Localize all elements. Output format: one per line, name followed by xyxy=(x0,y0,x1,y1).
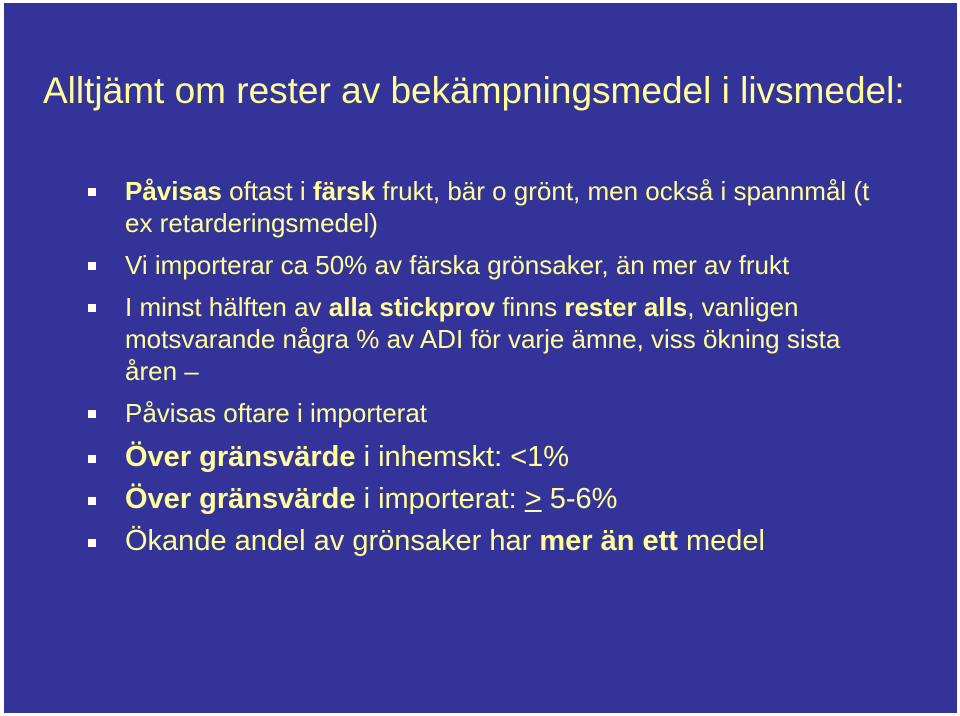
bullet-item xyxy=(88,523,888,559)
square-bullet-icon xyxy=(88,410,96,418)
bullet-text: Över gränsvärde i inhemskt: <1% xyxy=(125,441,570,473)
slide-title: Alltjämt om rester av bekämpningsmedel i livsmedel: xyxy=(43,70,905,111)
square-bullet-icon xyxy=(88,497,96,505)
slide xyxy=(4,3,957,713)
square-bullet-icon xyxy=(88,539,96,547)
bullet-item xyxy=(88,249,888,281)
bullet-text: Ökande andel av grönsaker har mer än ett medel xyxy=(125,525,765,557)
bullet-text: Påvisas oftare i importerat xyxy=(125,398,428,428)
bullet-text: Påvisas oftast i färsk frukt, bär o grönt, men också i spannmål (t ex retarderingsmedel) xyxy=(125,176,870,238)
bullet-text: Vi importerar ca 50% av färska grönsaker, än mer av frukt xyxy=(125,250,790,280)
bullet-text: I minst hälften av alla stickprov finns rester alls, vanligen motsvarande några % av ADI för varje ämne, viss ökning sista åren – xyxy=(125,292,841,386)
bullet-item xyxy=(88,439,888,475)
bullet-item xyxy=(88,291,888,387)
bullet-text: Över gränsvärde i importerat: > 5-6% xyxy=(125,483,618,515)
square-bullet-icon xyxy=(88,262,96,270)
bullet-item xyxy=(88,397,888,429)
square-bullet-icon xyxy=(88,188,96,196)
bullet-item xyxy=(88,175,888,239)
square-bullet-icon xyxy=(88,455,96,463)
bullet-item xyxy=(88,481,888,517)
bullet-list xyxy=(88,175,888,565)
square-bullet-icon xyxy=(88,304,96,312)
